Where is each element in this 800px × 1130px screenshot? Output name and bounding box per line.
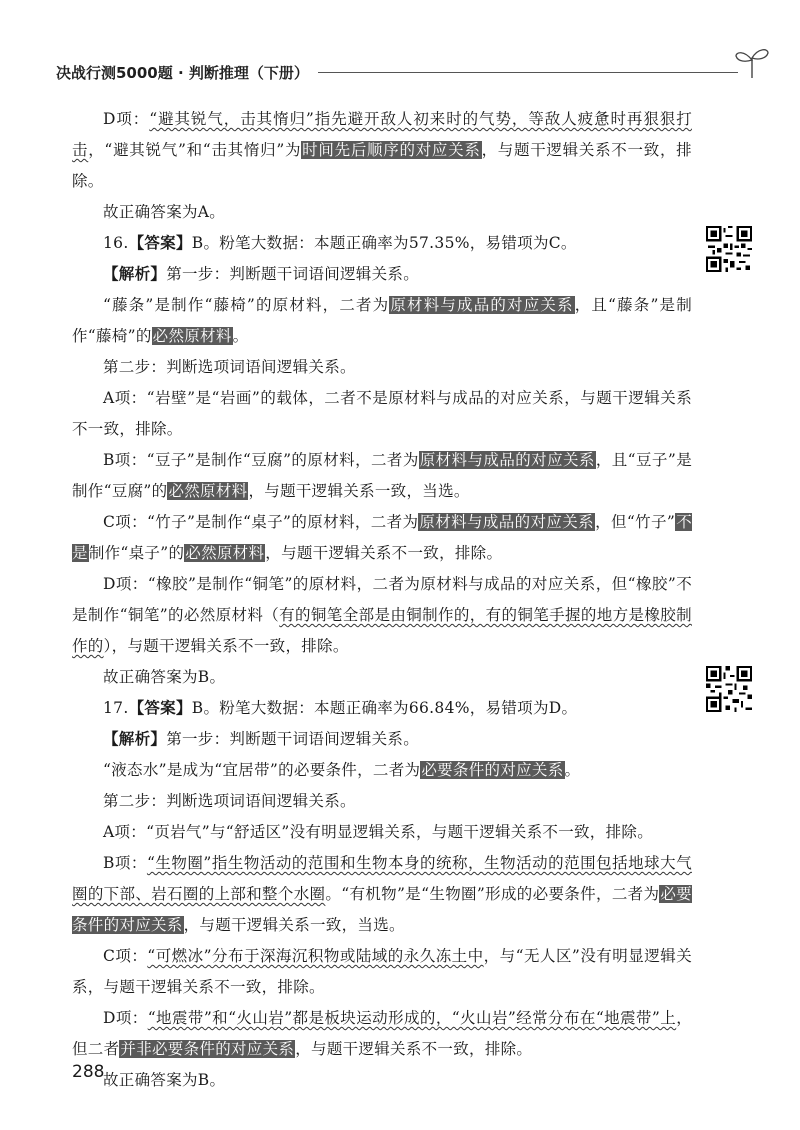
text-run: 16. — [103, 234, 129, 252]
highlighted-phrase: 时间先后顺序的对应关系 — [302, 141, 481, 159]
text-run: ，但“竹子” — [595, 513, 676, 531]
text-run: B项： — [103, 854, 147, 872]
section-label: 【解析】 — [103, 265, 167, 283]
text-run: 制作“桌子”的 — [88, 544, 185, 562]
wavy-underlined-phrase: “生物圈”指生物活动的范围和生物本身的统称，生物活动的范围包括地球大气圈的下部、岩石圈的上部和整个水圈 — [72, 854, 692, 903]
paragraph — [72, 693, 692, 724]
text-run: 。 — [564, 761, 581, 779]
wavy-underlined-phrase: “地震带”和“火山岩”都是板块运动形成的，“火山岩”经常分布在“地震带”上 — [147, 1009, 677, 1027]
paragraph — [72, 507, 692, 569]
text-run: ，与“无人区”没有明显逻辑关系，与题干逻辑关系不一致，排除。 — [72, 947, 692, 996]
text-run: D项： — [103, 1009, 148, 1027]
text-run: ），与题干逻辑关系不一致，排除。 — [103, 637, 349, 655]
paragraph — [72, 352, 692, 383]
highlighted-phrase: 必然原材料 — [168, 482, 248, 500]
paragraph — [72, 724, 692, 755]
paragraph — [72, 228, 692, 259]
text-run: “藤条”是制作“藤椅”的原材料，二者为 — [103, 296, 390, 314]
wavy-underlined-phrase: “避其锐气，击其惰归”指先避开敌人初来时的气势，等敌人疲惫时再狠狠打击 — [72, 110, 692, 159]
paragraph — [72, 786, 692, 817]
highlighted-phrase: 必然原材料 — [185, 544, 265, 562]
paragraph — [72, 445, 692, 507]
paragraph — [72, 290, 692, 352]
text-run: ，与题干逻辑关系不一致，排除。 — [265, 544, 503, 562]
highlighted-phrase: 不是 — [72, 513, 692, 562]
text-run: B项：“豆子”是制作“豆腐”的原材料，二者为 — [103, 451, 419, 469]
text-run: ，与题干逻辑关系不一致，排除。 — [295, 1040, 533, 1058]
highlighted-phrase: 必要条件的对应关系 — [421, 761, 564, 779]
text-run: ，且“豆子”是制作“豆腐”的 — [72, 451, 692, 500]
text-run: 。 — [232, 327, 249, 345]
highlighted-phrase: 原材料与成品的对应关系 — [419, 513, 595, 531]
text-run: B。粉笔大数据：本题正确率为66.84%，易错项为D。 — [191, 699, 578, 717]
text-run: 。“有机物”是“生物圈”形成的必要条件，二者为 — [325, 885, 660, 903]
book-title: 决战行测5000题 · 判断推理（下册） — [56, 64, 309, 82]
highlighted-phrase: 并非必要条件的对应关系 — [120, 1040, 295, 1058]
wavy-underlined-phrase: “可燃冰”分布于深海沉积物或陆域的永久冻土中 — [147, 947, 484, 965]
section-label: 【答案】 — [128, 234, 192, 252]
paragraph — [72, 662, 692, 693]
paragraph — [72, 1003, 692, 1065]
text-run: B。粉笔大数据：本题正确率为57.35%，易错项为C。 — [191, 234, 577, 252]
paragraph — [72, 1065, 692, 1096]
text-run: ，与题干逻辑关系不一致，排除。 — [72, 141, 692, 190]
qr-code-icon[interactable] — [706, 666, 752, 712]
paragraph — [72, 941, 692, 1003]
text-run: A项：“岩壁”是“岩画”的载体，二者不是原材料与成品的对应关系，与题干逻辑关系不一致，排除。 — [72, 389, 692, 438]
text-run: “液态水”是成为“宜居带”的必要条件，二者为 — [103, 761, 421, 779]
text-run: D项： — [103, 110, 150, 128]
text-run: 第一步：判断题干词语间逻辑关系。 — [166, 730, 420, 748]
text-run: C项：“竹子”是制作“桌子”的原材料，二者为 — [103, 513, 419, 531]
sprout-icon — [732, 44, 772, 80]
qr-code-icon[interactable] — [706, 226, 752, 272]
text-run: C项： — [103, 947, 148, 965]
paragraph — [72, 569, 692, 662]
paragraph — [72, 817, 692, 848]
highlighted-phrase: 必要条件的对应关系 — [72, 885, 692, 934]
highlighted-phrase: 必然原材料 — [152, 327, 232, 345]
text-run: ，与题干逻辑关系一致，当选。 — [248, 482, 470, 500]
paragraph — [72, 104, 692, 197]
text-run: A项：“页岩气”与“舒适区”没有明显逻辑关系，与题干逻辑关系不一致，排除。 — [103, 823, 653, 841]
text-run: 故正确答案为B。 — [103, 1071, 226, 1089]
paragraph — [72, 755, 692, 786]
answer-explanations — [72, 104, 692, 1096]
paragraph — [72, 383, 692, 445]
paragraph — [72, 259, 692, 290]
page-number: 288 — [72, 1062, 105, 1082]
text-run: 第二步：判断选项词语间逻辑关系。 — [103, 358, 356, 376]
header-rule — [318, 72, 738, 73]
section-label: 【解析】 — [103, 730, 167, 748]
text-run: ，与题干逻辑关系一致，当选。 — [183, 916, 405, 934]
paragraph — [72, 848, 692, 941]
text-run: ，且“藤条”是制作“藤椅”的 — [72, 296, 692, 345]
highlighted-phrase: 原材料与成品的对应关系 — [419, 451, 595, 469]
text-run: 故正确答案为B。 — [103, 668, 226, 686]
highlighted-phrase: 原材料与成品的对应关系 — [390, 296, 574, 314]
wavy-underlined-phrase: 有的铜笔全部是由铜制作的，有的铜笔手握的地方是橡胶制作的 — [72, 606, 692, 655]
text-run: 第一步：判断题干词语间逻辑关系。 — [166, 265, 420, 283]
text-run: 17. — [103, 699, 129, 717]
text-run: 故正确答案为A。 — [103, 203, 226, 221]
text-run: ，“避其锐气”和“击其惰归”为 — [88, 141, 302, 159]
text-run: 第二步：判断选项词语间逻辑关系。 — [103, 792, 356, 810]
paragraph — [72, 197, 692, 228]
running-header — [56, 58, 756, 88]
text-run: ，但二者 — [72, 1009, 693, 1058]
text-run: D项：“橡胶”是制作“铜笔”的原材料，二者为原材料与成品的对应关系，但“橡胶”不是制作“铜笔”的必然原材料（ — [72, 575, 692, 624]
section-label: 【答案】 — [128, 699, 192, 717]
